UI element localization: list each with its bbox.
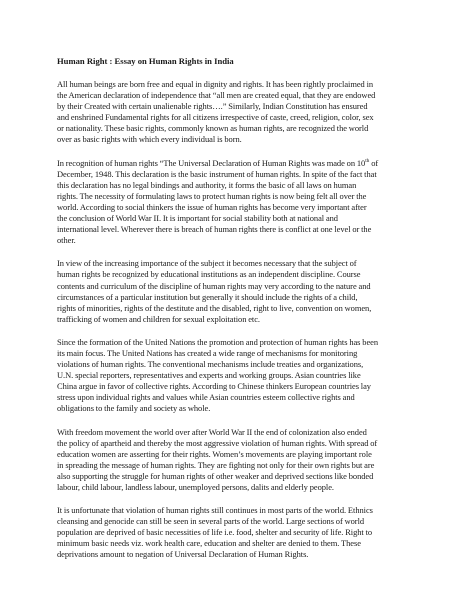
text-line: minimum basic needs viz. work health care, education and shelter are denied to them. These [57,538,361,549]
text-line: human rights be recognized by educational institutions as an independent discipline. Course [57,269,361,280]
text-line: Since the formation of the United Nations the promotion and protection of human rights has been [57,336,379,347]
text-line: education women are asserting for their rights. Women’s movements are playing important role [57,448,372,459]
text-line: population are deprived of basic necessities of life i.e. food, shelter and security of life. Right to [57,527,373,538]
text-line: It is unfortunate that violation of human rights still continues in most parts of the world. Ethnics [57,505,373,516]
text-line: and enshrined Fundamental rights for all citizens irrespective of caste, creed, religion, color, sex [57,112,374,123]
text-line: cleansing and genocide can still be seen in several parts of the world. Large sections of world [57,516,365,527]
text-line: obligations to the family and society as whole. [57,403,211,414]
text-line: other. [57,235,76,246]
text-line: the conclusion of World War II. It is important for social stability both at national and [57,213,338,224]
text-line: In view of the increasing importance of the subject it becomes necessary that the subject of [57,258,357,269]
text-line: December, 1948. This declaration is the basic instrument of human rights. In spite of the fact that [57,168,377,179]
text-line: the American declaration of independence that “all men are created equal, that they are endowed [57,90,376,101]
text-line: China argue in favor of collective rights. According to Chinese thinkers European countries lay [57,381,371,392]
paragraph-6 [57,505,427,560]
text-line: in spreading the message of human rights. They are fighting not only for their own rights but are [57,459,375,470]
text-line: rights of minorities, rights of the destitute and the disabled, right to live, convention on women, [57,302,372,313]
text-line: stress upon individual rights and values while Asian countries esteem collective rights and [57,392,355,403]
text-line: by their Created with certain unalienable rights….” Similarly, Indian Constitution has ensured [57,101,368,112]
document-page [57,56,427,573]
text-line: All human beings are born free and equal in dignity and rights. It has been rightly proclaimed in [57,79,374,89]
document-title: Human Right : Essay on Human Rights in India [57,56,234,66]
paragraph-3 [57,258,427,325]
text-line: circumstances of a particular institution but generally it should include the rights of a child, [57,291,358,302]
paragraph-2 [57,158,427,247]
text-line: world. According to social thinkers the issue of human rights has become very important after [57,201,367,212]
paragraph-4 [57,337,427,415]
text-line: the policy of apartheid and thereby the most aggressive violation of human rights. With spread of [57,437,378,448]
text-line: or nationality. These basic rights, commonly known as human rights, are recognized the world [57,123,369,134]
text-line: trafficking of women and children for sexual exploitation etc. [57,313,260,324]
text-line: With freedom movement the world over after World War II the end of colonization also ended [57,426,367,437]
text-line: its main focus. The United Nations has created a wide range of mechanisms for monitoring [57,347,358,358]
text-line: contents and curriculum of the discipline of human rights may very according to the nature and [57,280,371,291]
text-line: also supporting the struggle for human rights of other weaker and deprived sections like bonded [57,470,374,481]
paragraph-5 [57,427,427,494]
text-line-with-superscript: In recognition of human rights “The Universal Declaration of Human Rights was made on 10th of [57,157,379,168]
text-line: this declaration has no legal bindings and authority, it forms the basic of all laws on human [57,179,357,190]
paragraph-1 [57,79,427,146]
ordinal-superscript: th [365,157,370,164]
text-line: violations of human rights. The conventional mechanisms include treaties and organizations, [57,359,364,370]
text-line: international level. Wherever there is breach of human rights there is conflict at one level or the [57,224,372,235]
text-line: deprivations amount to negation of Universal Declaration of Human Rights. [57,549,309,560]
text-line: U.N. special reporters, representatives and experts and working groups. Asian countries like [57,370,361,381]
text-line: over as basic rights with which every individual is born. [57,134,242,145]
text-line: rights. The necessity of formulating laws to protect human rights is now being felt all over the [57,190,367,201]
text-line: labour, child labour, landless labour, unemployed persons, dalits and elderly people. [57,482,334,492]
